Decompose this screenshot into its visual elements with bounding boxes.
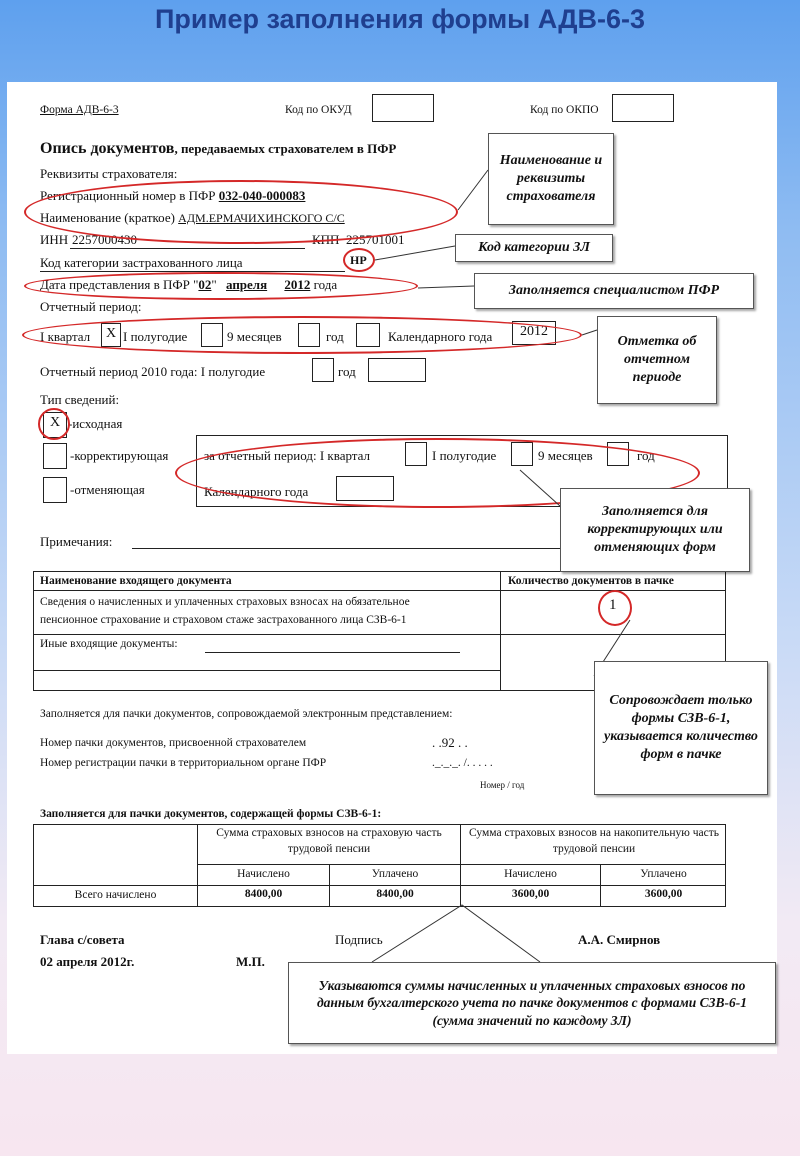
sums-paid-2: Уплачено [640,868,687,880]
info-corrective-checkbox[interactable] [43,443,67,469]
callout-pfr-specialist: Заполняется специалистом ПФР [474,273,754,309]
date-quote: " [211,277,217,292]
reg-pack-label: Номер регистрации пачки в территориальном органе ПФР [40,757,327,769]
reg-pack-value: ._._._. /. . . . . [432,757,493,769]
info-original-checkbox[interactable]: X [43,412,67,438]
period-q1-label: I квартал [40,329,91,344]
oval-insurer-name [24,180,458,244]
docs-row2-label: Иные входящие документы: [40,638,178,650]
callout-name-requisites: Наименование и реквизиты страхователя [488,133,614,225]
callout-category: Код категории ЗЛ [455,234,613,262]
slide-title: Пример заполнения формы АДВ-6-3 [154,4,645,34]
info-type-label: Тип сведений: [40,392,120,407]
inn-label: ИНН [40,232,69,247]
sums-value-4: 3600,00 [644,888,683,900]
pack-number-value: . .92 . . [432,735,468,750]
sums-insurance-header: Сумма страховых взносов на страховую часть трудовой пенсии [216,827,442,855]
corr-half-label: I полугодие [432,448,497,463]
reg-number-value: 032-040-000083 [218,188,306,203]
num-year-caption: Номер / год [480,780,525,790]
info-cancel-label: -отменяющая [70,482,145,497]
okud-field[interactable] [372,94,434,122]
category-value: НР [350,253,367,267]
corr-year-label: год [637,448,655,463]
requisites-label: Реквизиты страхователя: [40,166,178,181]
signature-label: Подпись [335,932,383,947]
form-title [40,140,396,158]
period-half-label: I полугодие [123,329,188,344]
stamp-label: М.П. [236,954,265,969]
sums-paid-1: Уплачено [371,868,419,880]
signer-name: А.А. Смирнов [578,932,661,947]
info-cancel-checkbox[interactable] [43,477,67,503]
calendar-year-label: Календарного года [388,329,493,344]
info-corrective-label: -корректирующая [70,448,169,463]
inn-value: 2257000430 [72,232,137,247]
reg-number-label: Регистрационный номер в ПФР [40,188,216,203]
form-title-rest: , передаваемых страхователем в ПФР [174,141,397,156]
docs-col-count-header: Количество документов в пачке [508,575,674,587]
kpp-label: КПП [312,232,340,247]
insurer-name-label: Наименование (краткое) [40,210,175,225]
oval-period [22,316,582,354]
date-suffix: года [313,277,338,292]
date-month: апреля [225,277,268,292]
signature-position: Глава с/совета [40,932,125,947]
date-year: 2012 [284,277,311,292]
period-nine-label: 9 месяцев [227,329,282,344]
notes-label: Примечания: [40,534,113,549]
sums-accrued-1: Начислено [237,868,290,880]
okpo-field[interactable] [612,94,674,122]
oval-original [38,408,70,440]
corr-q1-label: за отчетный период: I квартал [204,448,371,463]
period-q1-checkbox[interactable]: X [101,323,121,347]
docs-row1-count: 1 [609,597,617,613]
kpp-value: 225701001 [346,232,405,247]
oval-count [598,590,632,626]
docs-row1-line2: пенсионное страхование и страховом стаже застрахованного лица СЗВ-6-1 [40,614,407,626]
callout-szv-only: Сопровождает только формы СЗВ-6-1, указывается количество форм в пачке [594,661,768,795]
calendar-year-field[interactable]: 2012 [512,321,556,345]
notes-field[interactable] [132,548,570,549]
sums-total-label: Всего начислено [74,889,157,901]
okpo-label: Код по ОКПО [530,104,599,116]
corr-calendar-label: Календарного года [204,484,309,499]
sums-value-2: 8400,00 [376,888,414,900]
sums-heading: Заполняется для пачки документов, содержащей формы СЗВ-6-1: [40,808,382,820]
signature-date: 02 апреля 2012г. [40,954,135,969]
period-2010-year-field[interactable] [368,358,426,382]
period-label: Отчетный период: [40,299,142,314]
sums-funded-header: Сумма страховых взносов на накопительную часть трудовой пенсии [469,827,719,855]
pack-number-label: Номер пачки документов, присвоенной страхователем [40,737,307,749]
oval-category [343,248,375,272]
insurer-name-value: АДМ.ЕРМАЧИХИНСКОГО С/С [178,211,345,225]
okud-label: Код по ОКУД [285,104,352,116]
period-2010-half-checkbox[interactable] [312,358,334,382]
callout-corrective: Заполняется для корректирующих или отменяющих форм [560,488,750,572]
period-2010-year-label: год [338,364,356,379]
electronic-heading: Заполняется для пачки документов, сопровождаемой электронным представлением: [40,708,453,720]
category-label: Код категории застрахованного лица [40,255,243,270]
form-name: Форма АДВ-6-3 [40,104,119,116]
sums-accrued-2: Начислено [504,868,557,880]
sums-value-1: 8400,00 [244,888,283,900]
period-year-label: год [326,329,344,344]
period-2010-label: Отчетный период 2010 года: I полугодие [40,364,266,379]
date-day: 02 [198,277,212,292]
sums-value-3: 3600,00 [511,888,550,900]
corr-nine-label: 9 месяцев [538,448,593,463]
docs-col-name-header: Наименование входящего документа [40,575,232,587]
form-title-main: Опись документов [40,140,175,157]
oval-date [24,272,418,300]
docs-row1-line1: Сведения о начисленных и уплаченных страховых взносах на обязательное [40,596,410,608]
callout-sums-note: Указываются суммы начисленных и уплаченных страховых взносов по данным бухгалтерского учета по пачке документов с формами СЗВ-6-1 (сумма значений по каждому ЗЛ) [288,962,776,1044]
callout-period-mark: Отметка об отчетном периоде [597,316,717,404]
date-label: Дата представления в ПФР " [40,277,199,292]
info-original-label: -исходная [68,416,123,431]
